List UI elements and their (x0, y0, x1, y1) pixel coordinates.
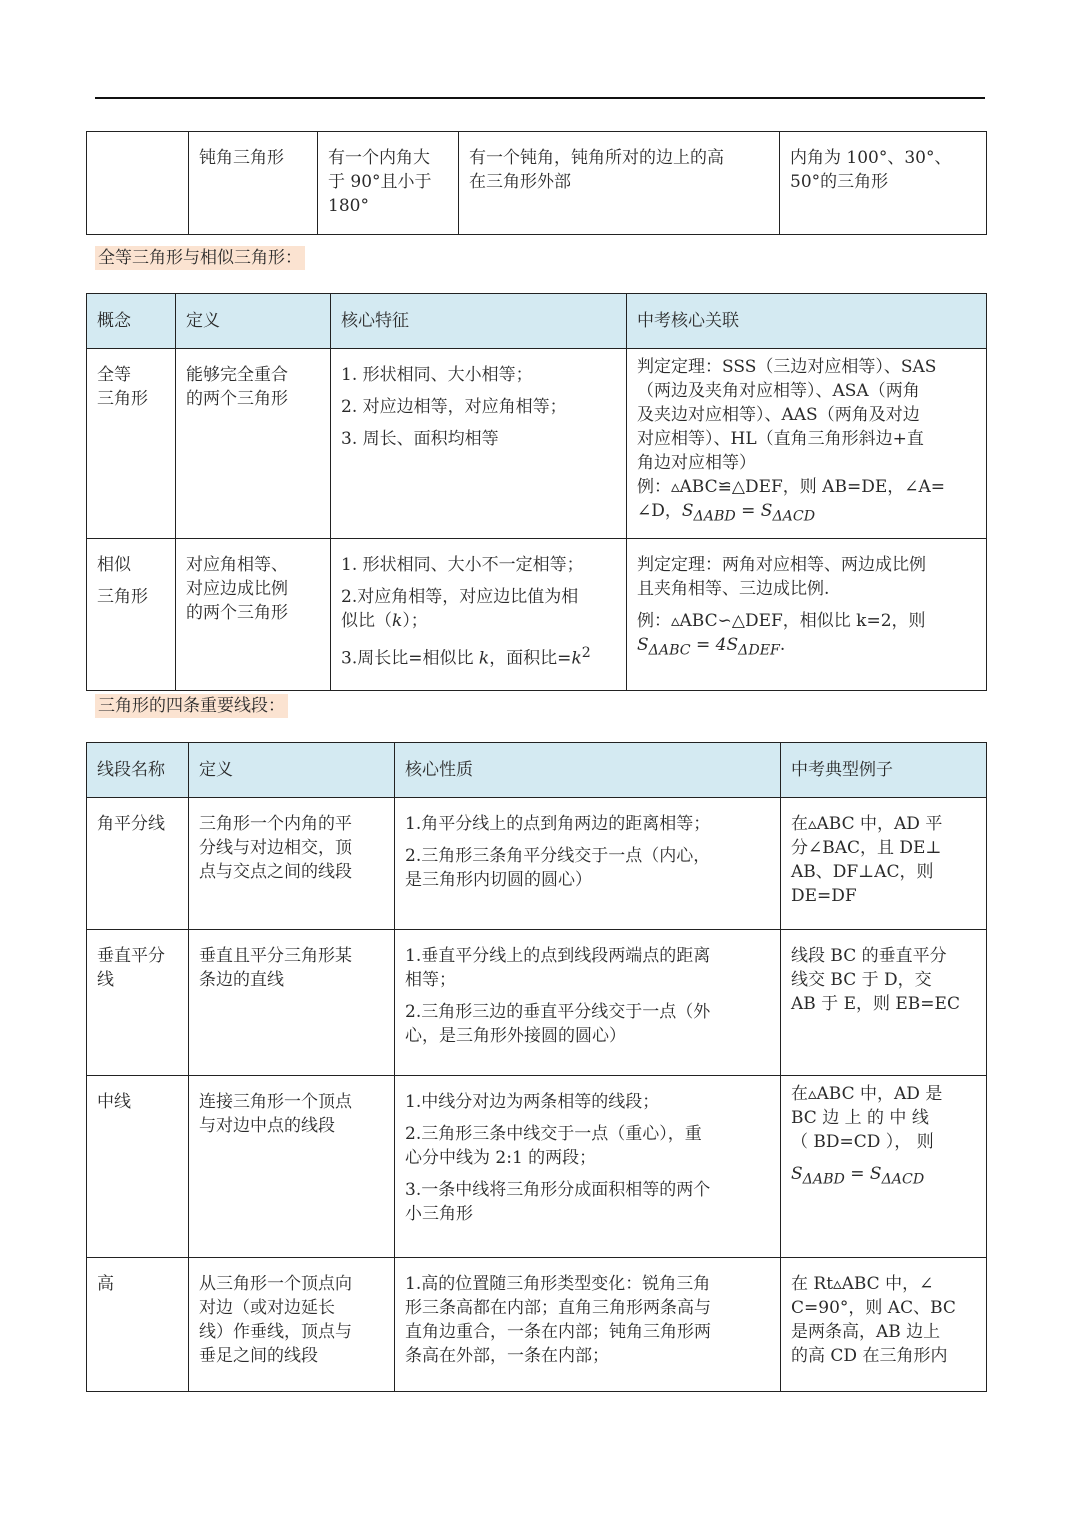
table-row (87, 1258, 987, 1392)
definition-cell: 对应角相等、 对应边成比例 的两个三角形 (176, 539, 331, 691)
segment-name-cell: 高 (87, 1258, 189, 1392)
section-heading-congruent-similar: 全等三角形与相似三角形： (95, 246, 305, 270)
example-cell: 线段 BC 的垂直平分 线交 BC 于 D，交 AB 于 E，则 EB=EC (781, 930, 987, 1076)
definition-cell: 垂直且平分三角形某 条边的直线 (189, 930, 395, 1076)
features-cell: 1. 形状相同、大小不一定相等； 2.对应角相等，对应边比值为相 似比（k）； 3.周长比=相似比 k，面积比$=k^2$ (331, 539, 627, 691)
column-header: 定义 (176, 294, 331, 349)
definition-cell: 连接三角形一个顶点 与对边中点的线段 (189, 1076, 395, 1258)
section-heading-four-segments: 三角形的四条重要线段： (95, 694, 288, 718)
definition-cell: 有一个内角大 于 90°且小于 180° (318, 132, 459, 235)
example-cell: 在▵ABC 中，AD 平 分∠BAC，且 DE⊥ AB、DF⊥AC，则 DE=DF (781, 798, 987, 930)
example-cell: 在 Rt▵ABC 中，∠ C=90°，则 AC、BC 是两条高，AB 边上 的高 CD 在三角形内 (781, 1258, 987, 1392)
example-cell: 内角为 100°、30°、 50°的三角形 (780, 132, 987, 235)
column-header: 核心性质 (395, 743, 781, 798)
segment-name-cell: 角平分线 (87, 798, 189, 930)
triangle-type-table (86, 131, 987, 235)
relation-cell: 判定定理：SSS（三边对应相等）、SAS （两边及夹角对应相等）、ASA（两角 及夹边对应相等）、AAS（两角及对边 对应相等）、HL（直角三角形斜边+直 角边对应相等） 例：▵ABC≌△DEF，则 AB=DE，∠A= ∠D，$S_{\Delta ABD} = S_{\Delta ACD}$ (627, 349, 987, 539)
table-row (87, 539, 987, 691)
area-equation: ∠D，$S_{\Delta ABD} = S_{\Delta ACD}$ (637, 501, 816, 525)
table-header-row (87, 294, 987, 349)
definition-cell: 从三角形一个顶点向 对边（或对边延长 线）作垂线，顶点与 垂足之间的线段 (189, 1258, 395, 1392)
four-segments-table (86, 742, 987, 1392)
feature-cell: 有一个钝角，钝角所对的边上的高 在三角形外部 (459, 132, 780, 235)
example-cell: 在▵ABC 中，AD 是 BC 边 上 的 中 线 （ BD=CD ）， 则 $S_{\Delta ABD} = S_{\Delta ACD}$ (781, 1076, 987, 1258)
definition-cell: 三角形一个内角的平 分线与对边相交，顶 点与交点之间的线段 (189, 798, 395, 930)
column-header: 中考核心关联 (627, 294, 987, 349)
segment-name-cell: 中线 (87, 1076, 189, 1258)
properties-cell: 1.中线分对边为两条相等的线段； 2.三角形三条中线交于一点（重心），重 心分中线为 2:1 的两段； 3.一条中线将三角形分成面积相等的两个 小三角形 (395, 1076, 781, 1258)
table-header-row (87, 743, 987, 798)
properties-cell: 1.高的位置随三角形类型变化：锐角三角 形三条高都在内部；直角三角形两条高与 直角边重合，一条在内部；钝角三角形两 条高在外部，一条在内部； (395, 1258, 781, 1392)
type-name-cell: 钝角三角形 (189, 132, 318, 235)
segment-name-cell: 垂直平分 线 (87, 930, 189, 1076)
relation-cell: 判定定理：两角对应相等、两边成比例 且夹角相等、三边成比例. 例：▵ABC∽△DEF，相似比 k=2，则 $S_{\Delta ABC} = 4S_{\Delta DEF}$. (627, 539, 987, 691)
concept-cell: 全等 三角形 (87, 349, 176, 539)
column-header: 定义 (189, 743, 395, 798)
table-row (87, 798, 987, 930)
table-row (87, 1076, 987, 1258)
area-equation: $S_{\Delta ABD} = S_{\Delta ACD}$ (791, 1164, 925, 1188)
table-row (87, 349, 987, 539)
congruent-similar-table (86, 293, 987, 691)
table-row (87, 930, 987, 1076)
concept-cell: 相似 三角形 (87, 539, 176, 691)
definition-cell: 能够完全重合 的两个三角形 (176, 349, 331, 539)
column-header: 概念 (87, 294, 176, 349)
area-equation: $S_{\Delta ABC} = 4S_{\Delta DEF}$. (637, 635, 786, 659)
category-cell (87, 132, 189, 235)
table-row (87, 132, 987, 235)
header-rule (95, 97, 985, 99)
properties-cell: 1.角平分线上的点到角两边的距离相等； 2.三角形三条角平分线交于一点（内心， 是三角形内切圆的圆心） (395, 798, 781, 930)
column-header: 中考典型例子 (781, 743, 987, 798)
column-header: 线段名称 (87, 743, 189, 798)
features-cell: 1. 形状相同、大小相等； 2. 对应边相等，对应角相等； 3. 周长、面积均相等 (331, 349, 627, 539)
properties-cell: 1.垂直平分线上的点到线段两端点的距离 相等； 2.三角形三边的垂直平分线交于一点（外 心，是三角形外接圆的圆心） (395, 930, 781, 1076)
column-header: 核心特征 (331, 294, 627, 349)
